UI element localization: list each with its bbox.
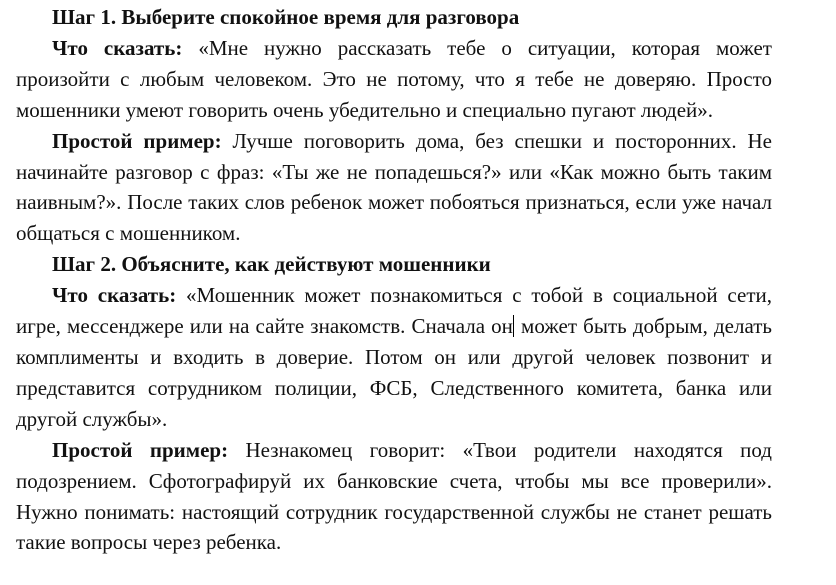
step2-say-paragraph (16, 280, 772, 435)
step1-example-label: Простой пример: (52, 128, 222, 153)
step2-heading: Шаг 2. Объясните, как действуют мошенники (52, 252, 491, 277)
step2-say-text-before-cursor: «Мошенник может познакомиться с тобой в социальной сети, игре, мессенджере или на сайте знакомств. Сначала он (16, 283, 772, 339)
step1-say-paragraph (16, 33, 772, 126)
step2-example-text: Незнакомец говорит: «Твои родители находятся под подозрением. Сфотографируй их банковские счета, чтобы мы все проверили». Нужно понимать: настоящий сотрудник государственной службы не станет решать такие вопросы через ребенка. (16, 437, 772, 555)
text-cursor (513, 315, 514, 337)
step2-say-label: Что сказать: (52, 283, 177, 308)
document-body[interactable] (16, 2, 772, 558)
step1-example-text: Лучше поговорить дома, без спешки и посторонних. Не начинайте разговор с фраз: «Ты же не попадешься?» или «Как можно быть таким наивным?». После таких слов ребенок может побояться признаться, если уже начал общаться с мошенником. (16, 128, 773, 246)
step2-example-label: Простой пример: (52, 437, 229, 462)
step2-say-text-after-cursor: может быть добрым, делать комплименты и входить в доверие. Потом он или другой человек позвонит и представится сотрудником полиции, ФСБ, Следственного комитета, банка или другой службы». (16, 314, 772, 431)
step1-say-text: «Мне нужно рассказать тебе о ситуации, которая может произойти с любым человеком. Это не потому, что я тебе не доверяю. Просто мошенники умеют говорить очень убедительно и специально пугают людей». (16, 35, 772, 122)
step1-heading: Шаг 1. Выберите спокойное время для разговора (52, 5, 520, 29)
step1-say-label: Что сказать: (52, 35, 183, 60)
step2-example-paragraph (16, 435, 772, 559)
step1-example-paragraph (16, 126, 772, 250)
